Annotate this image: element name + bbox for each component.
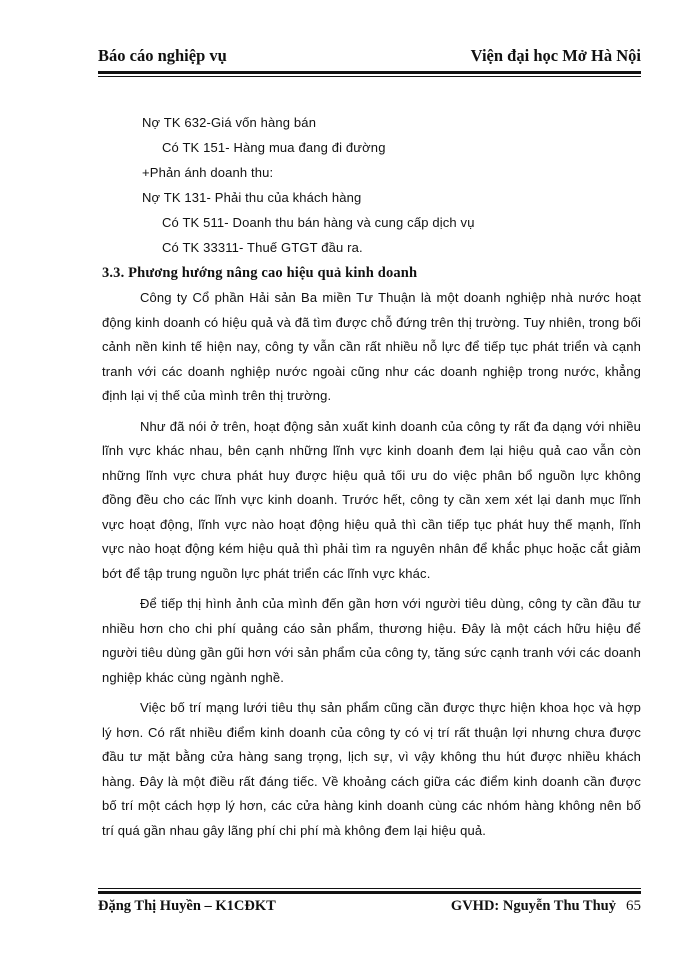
journal-entry: Có TK 151- Hàng mua đang đi đường bbox=[162, 140, 386, 155]
page-header bbox=[98, 38, 641, 66]
journal-entry: +Phản ánh doanh thu: bbox=[142, 165, 274, 180]
section-heading: 3.3. Phương hướng nâng cao hiệu quả kinh doanh bbox=[102, 265, 418, 281]
page-footer bbox=[98, 898, 641, 915]
page-number: 65 bbox=[626, 898, 641, 914]
journal-entry: Nợ TK 632-Giá vốn hàng bán bbox=[142, 115, 317, 130]
header-report-title: Báo cáo nghiệp vụ bbox=[98, 46, 227, 65]
header-rule-thin bbox=[98, 76, 641, 77]
paragraph: Như đã nói ở trên, hoạt động sản xuất kinh doanh của công ty rất đa dạng với nhiều lĩnh vực khác nhau, bên cạnh những lĩnh vực kinh doanh đem lại hiệu quả cao vẫn còn những lĩnh vực chưa phát huy được hiệu quả tối ưu do việc phân bổ nguồn lực không đồng đều cho các lĩnh vực kinh doanh. Trước hết, công ty cần xem xét lại danh mục lĩnh vực hoạt động, lĩnh vực nào hoạt động hiệu quả thì cần tiếp tục phát huy thế mạnh, lĩnh vực nào hoạt động kém hiệu quả thì phải tìm ra nguyên nhân để khắc phục hoặc cắt giảm bớt để tập trung nguồn lực phát triển các lĩnh vực khác. bbox=[102, 418, 641, 581]
journal-entry: Có TK 511- Doanh thu bán hàng và cung cấp dịch vụ bbox=[162, 215, 475, 230]
journal-entry: Có TK 33311- Thuế GTGT đầu ra. bbox=[162, 240, 363, 255]
journal-entry: Nợ TK 131- Phải thu của khách hàng bbox=[142, 190, 362, 205]
footer-author: Đặng Thị Huyền – K1CĐKT bbox=[98, 898, 276, 914]
footer-rule-thick bbox=[98, 891, 641, 894]
header-institution: Viện đại học Mở Hà Nội bbox=[470, 46, 641, 65]
footer-advisor: GVHD: Nguyễn Thu Thuỷ bbox=[450, 898, 616, 914]
page-body bbox=[98, 110, 641, 849]
paragraph: Để tiếp thị hình ảnh của mình đến gần hơn với người tiêu dùng, công ty cần đầu tư nhiều hơn cho chi phí quảng cáo sản phẩm, thương hiệu. Đây là một cách hữu hiệu để người tiêu dùng gần gũi hơn với sản phẩm của công ty, tăng sức cạnh tranh với các doanh nghiệp khác cùng ngành nghề. bbox=[102, 596, 641, 685]
footer-rule-thin bbox=[98, 888, 641, 889]
footer-right bbox=[451, 898, 641, 915]
header-rule-thick bbox=[98, 71, 641, 74]
paragraph: Công ty Cổ phần Hải sản Ba miền Tư Thuận là một doanh nghiệp nhà nước hoạt động kinh doanh có hiệu quả và đã tìm được chỗ đứng trên thị trường. Tuy nhiên, trong bối cảnh nền kinh tế hiện nay, công ty vẫn cần rất nhiều nỗ lực để tiếp tục phát triển và cạnh tranh với các doanh nghiệp nước ngoài cũng như các doanh nghiệp trong nước, khẳng định lại vị thế của mình trên thị trường. bbox=[102, 290, 641, 403]
paragraph: Việc bố trí mạng lưới tiêu thụ sản phẩm cũng cần được thực hiện khoa học và hợp lý hơn. Có rất nhiều điểm kinh doanh của công ty có vị trí rất thuận lợi nhưng chưa được đầu tư mặt bằng cửa hàng sang trọng, lịch sự, vì vậy không thu hút được nhiều khách hàng. Đây là một điều rất đáng tiếc. Về khoảng cách giữa các điểm kinh doanh cần được bố trí một cách hợp lý hơn, các cửa hàng kinh doanh cùng các nhóm hàng không nên bố trí quá gần nhau gây lãng phí chi phí mà không đem lại hiệu quả. bbox=[102, 700, 641, 838]
